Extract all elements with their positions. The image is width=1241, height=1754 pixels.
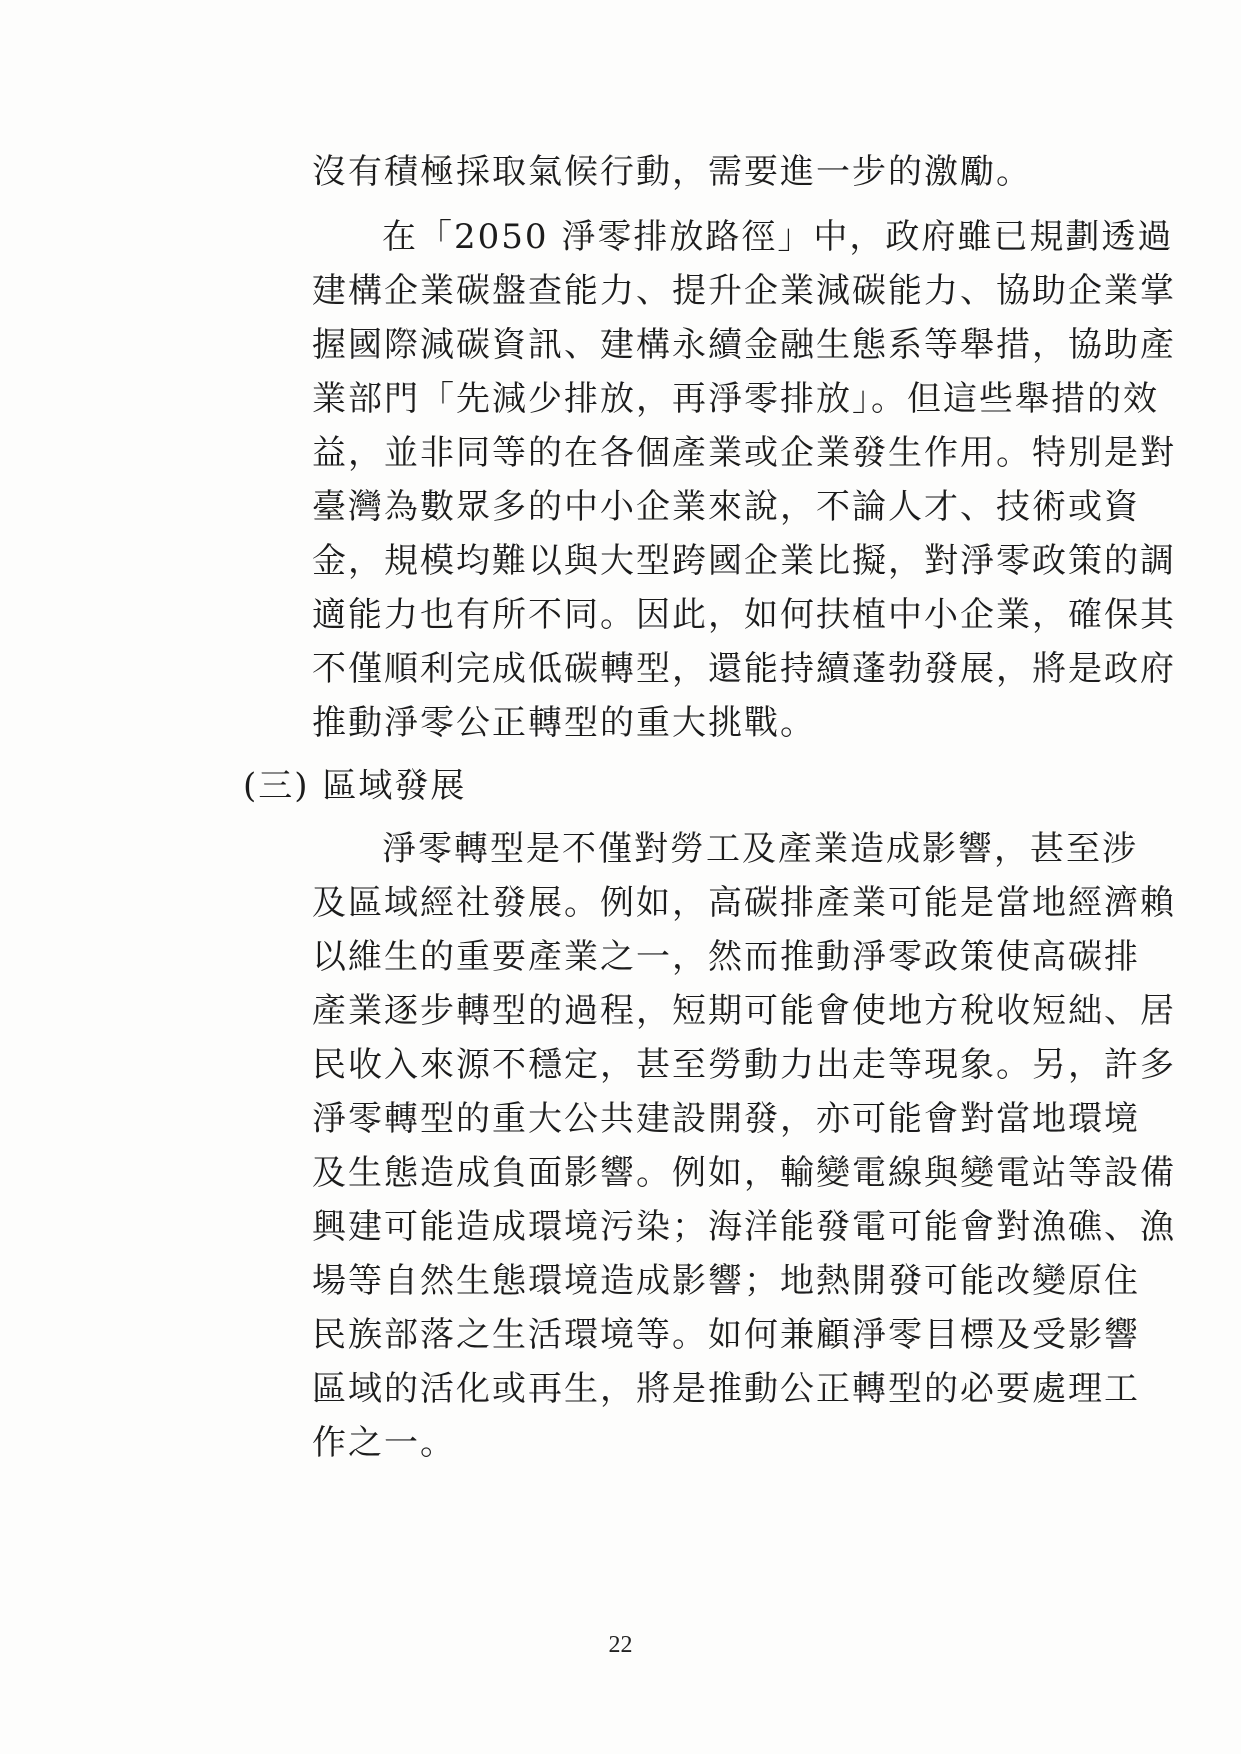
paragraph-line: 淨零轉型是不僅對勞工及產業造成影響，甚至涉 <box>382 829 1138 869</box>
paragraph-line: 益，並非同等的在各個產業或企業發生作用。特別是對 <box>312 433 1176 473</box>
paragraph-line: 及區域經社發展。例如，高碳排產業可能是當地經濟賴 <box>312 883 1176 923</box>
paragraph-line: 民收入來源不穩定，甚至勞動力出走等現象。另，許多 <box>312 1045 1176 1085</box>
paragraph-line: 民族部落之生活環境等。如何兼顧淨零目標及受影響 <box>312 1315 1140 1355</box>
paragraph-line: 業部門「先減少排放，再淨零排放」。但這些舉措的效 <box>312 379 1159 419</box>
section-heading: (三) 區域發展 <box>243 766 467 806</box>
paragraph-line: 推動淨零公正轉型的重大挑戰。 <box>312 703 816 743</box>
paragraph-line: 作之一。 <box>312 1423 456 1463</box>
paragraph-line: 金，規模均難以與大型跨國企業比擬，對淨零政策的調 <box>312 541 1176 581</box>
page-number: 22 <box>608 1632 633 1658</box>
paragraph-line: 以維生的重要產業之一，然而推動淨零政策使高碳排 <box>312 937 1140 977</box>
paragraph-line: 區域的活化或再生，將是推動公正轉型的必要處理工 <box>312 1369 1140 1409</box>
paragraph-line: 臺灣為數眾多的中小企業來說，不論人才、技術或資 <box>312 487 1140 527</box>
paragraph-line: 興建可能造成環境污染；海洋能發電可能會對漁礁、漁 <box>312 1207 1176 1247</box>
paragraph-line: 適能力也有所不同。因此，如何扶植中小企業，確保其 <box>312 595 1176 635</box>
paragraph-line: 握國際減碳資訊、建構永續金融生態系等舉措，協助產 <box>312 325 1176 365</box>
paragraph-line: 不僅順利完成低碳轉型，還能持續蓬勃發展，將是政府 <box>312 649 1176 689</box>
paragraph-line: 及生態造成負面影響。例如，輸變電線與變電站等設備 <box>312 1153 1176 1193</box>
paragraph-line: 產業逐步轉型的過程，短期可能會使地方稅收短絀、居 <box>312 991 1176 1031</box>
paragraph-line: 建構企業碳盤查能力、提升企業減碳能力、協助企業掌 <box>312 271 1176 311</box>
paragraph-line: 場等自然生態環境造成影響；地熱開發可能改變原住 <box>312 1261 1140 1301</box>
paragraph-line: 淨零轉型的重大公共建設開發，亦可能會對當地環境 <box>312 1099 1140 1139</box>
paragraph-line: 在「2050 淨零排放路徑」中，政府雖已規劃透過 <box>382 217 1174 257</box>
paragraph-line: 沒有積極採取氣候行動，需要進一步的激勵。 <box>312 152 1032 192</box>
